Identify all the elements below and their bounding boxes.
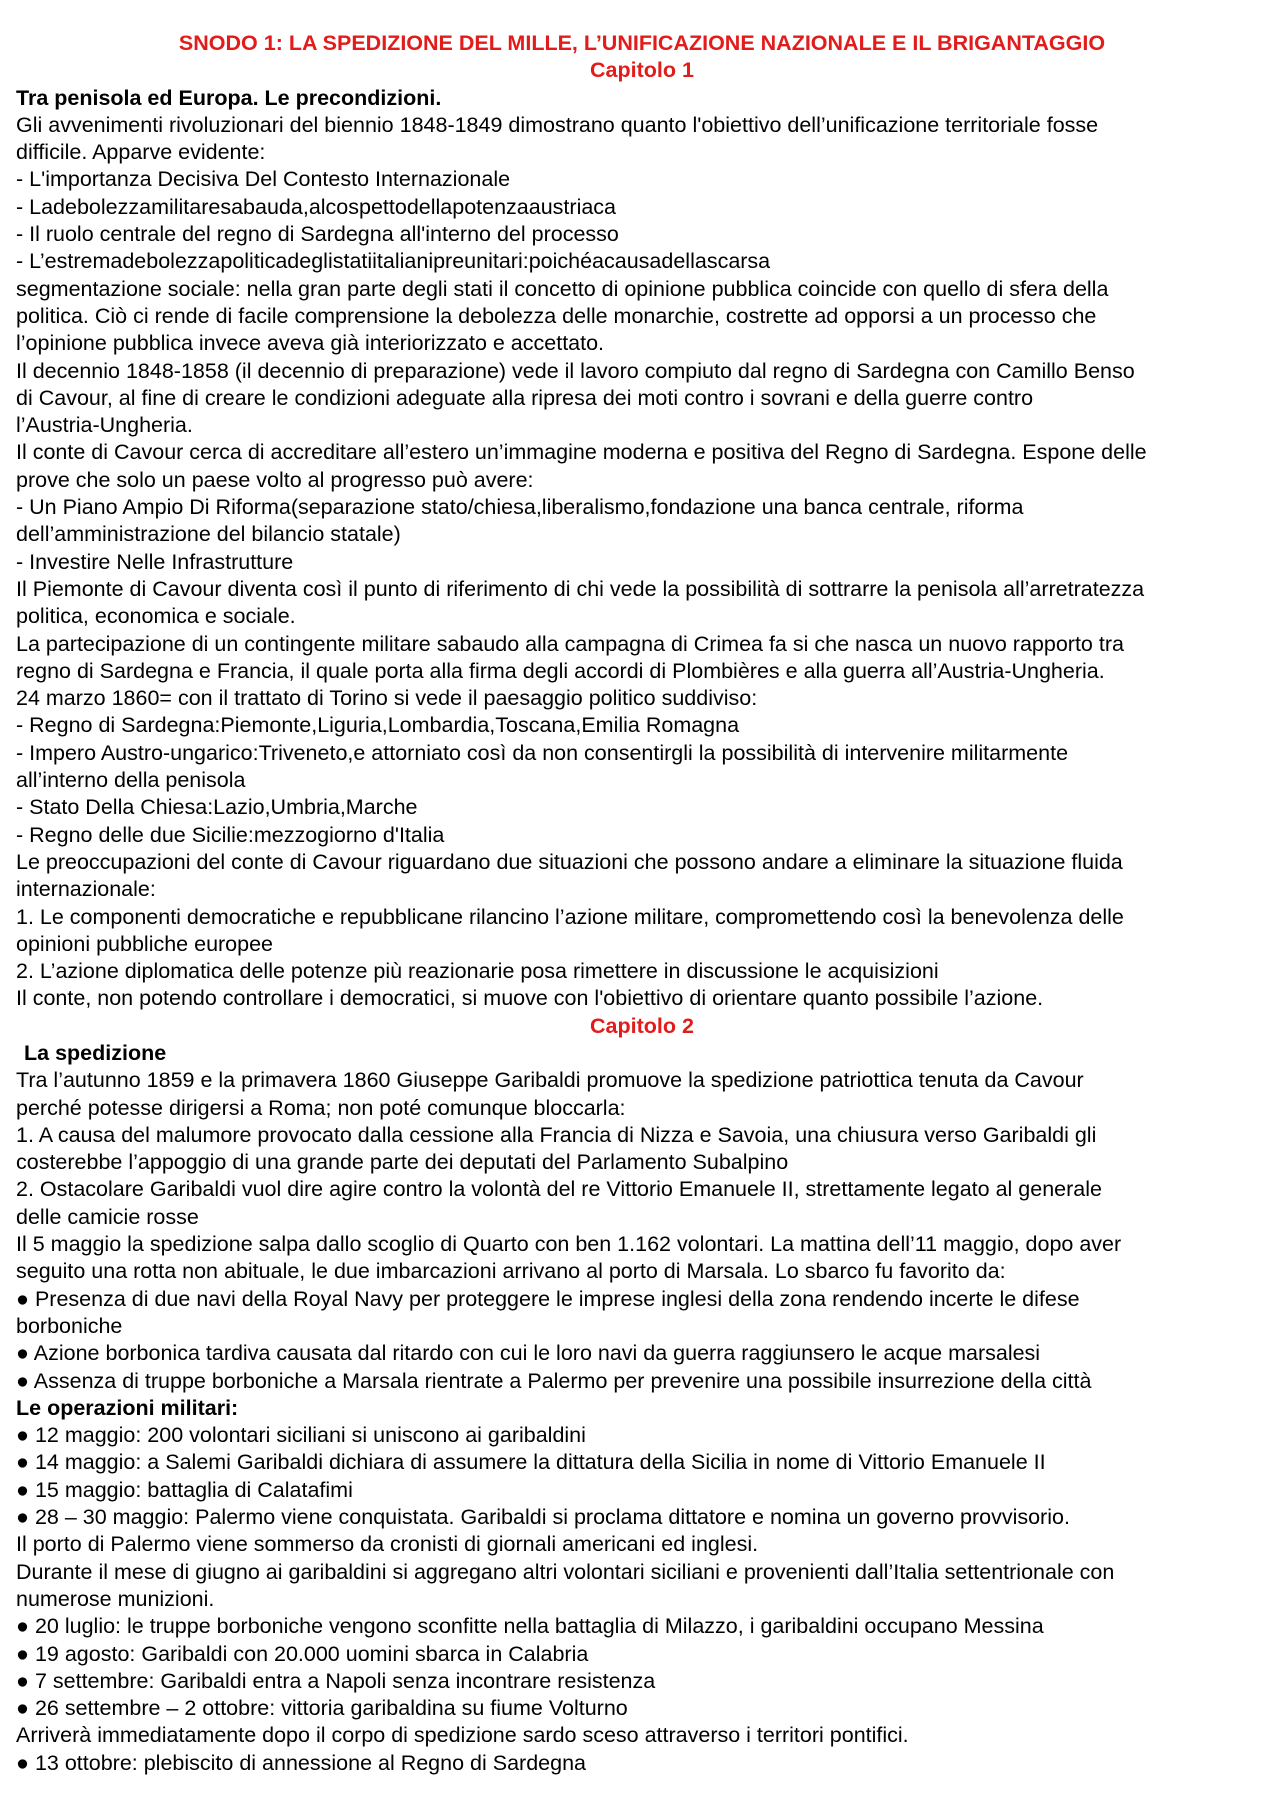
text-line: l’Austria-Ungheria. bbox=[16, 413, 193, 438]
section-heading-spedizione: La spedizione bbox=[24, 1040, 167, 1065]
list-item: - L'importanza Decisiva Del Contesto Internazionale bbox=[16, 167, 511, 192]
section-heading-operazioni: Le operazioni militari: bbox=[16, 1395, 239, 1420]
text-line: politica. Ciò ci rende di facile comprensione la debolezza delle monarchie, costrette ad opporsi a un processo che bbox=[16, 303, 1097, 328]
text-line: opinioni pubbliche europee bbox=[16, 931, 274, 956]
text-line: Il porto di Palermo viene sommerso da cronisti di giornali americani ed inglesi. bbox=[16, 1532, 759, 1557]
list-item: - L’estremadebolezzapoliticadeglistatiitalianipreunitari:poichéacausadellascarsa bbox=[16, 249, 771, 274]
section-heading-precondizioni: Tra penisola ed Europa. Le precondizioni. bbox=[16, 85, 442, 110]
text-line: l’opinione pubblica invece aveva già interiorizzato e accettato. bbox=[16, 331, 605, 356]
bullet-item: ● 12 maggio: 200 volontari siciliani si uniscono ai garibaldini bbox=[16, 1423, 586, 1448]
bullet-item: ● 28 – 30 maggio: Palermo viene conquistata. Garibaldi si proclama dittatore e nomina un governo provvisorio. bbox=[16, 1505, 1070, 1530]
text-line: Durante il mese di giugno ai garibaldini si aggregano altri volontari siciliani e provenienti dall’Italia settentrionale con bbox=[16, 1559, 1115, 1584]
bullet-item: ● Assenza di truppe borboniche a Marsala rientrate a Palermo per prevenire una possibile insurrezione della città bbox=[16, 1368, 1092, 1393]
list-item: - Ladebolezzamilitaresabauda,alcospettodellapotenzaaustriaca bbox=[16, 194, 617, 219]
text-line: perché potesse dirigersi a Roma; non poté comunque bloccarla: bbox=[16, 1095, 626, 1120]
bullet-item: ● 19 agosto: Garibaldi con 20.000 uomini sbarca in Calabria bbox=[16, 1641, 589, 1666]
list-item: - Stato Della Chiesa:Lazio,Umbria,Marche bbox=[16, 795, 418, 820]
text-line: Il conte di Cavour cerca di accreditare all’estero un’immagine moderna e positiva del Regno di Sardegna. Espone delle bbox=[16, 440, 1147, 465]
bullet-item: ● 26 settembre – 2 ottobre: vittoria garibaldina su fiume Volturno bbox=[16, 1696, 628, 1721]
text-line: Il Piemonte di Cavour diventa così il punto di riferimento di chi vede la possibilità di sottrarre la penisola all’arretratezza bbox=[16, 576, 1145, 601]
chapter-2-heading: Capitolo 2 bbox=[590, 1013, 694, 1038]
list-item: - Impero Austro-ungarico:Triveneto,e attorniato così da non consentirgli la possibilità di intervenire militarmente bbox=[16, 740, 1069, 765]
bullet-item: ● 13 ottobre: plebiscito di annessione al Regno di Sardegna bbox=[16, 1750, 586, 1775]
text-line: 24 marzo 1860= con il trattato di Torino si vede il paesaggio politico suddiviso: bbox=[16, 686, 758, 711]
bullet-item: ● 14 maggio: a Salemi Garibaldi dichiara di assumere la dittatura della Sicilia in nome di Vittorio Emanuele II bbox=[16, 1450, 1046, 1475]
text-line: La partecipazione di un contingente militare sabaudo alla campagna di Crimea fa si che nasca un nuovo rapporto tra bbox=[16, 631, 1124, 656]
text-line: Arriverà immediatamente dopo il corpo di spedizione sardo sceso attraverso i territori pontifici. bbox=[16, 1723, 909, 1748]
text-line: borboniche bbox=[16, 1313, 123, 1338]
text-line: di Cavour, al fine di creare le condizioni adeguate alla ripresa dei moti contro i sovrani e della guerre contro bbox=[16, 385, 1034, 410]
bullet-item: ● Presenza di due navi della Royal Navy per proteggere le imprese inglesi della zona rendendo incerte le difese bbox=[16, 1286, 1080, 1311]
list-item: 2. Ostacolare Garibaldi vuol dire agire contro la volontà del re Vittorio Emanuele II, strettamente legato al generale bbox=[16, 1177, 1102, 1202]
text-line: segmentazione sociale: nella gran parte degli stati il concetto di opinione pubblica coincide con quello di sfera della bbox=[16, 276, 1109, 301]
list-item: - Un Piano Ampio Di Riforma(separazione stato/chiesa,liberalismo,fondazione una banca centrale, riforma bbox=[16, 495, 1024, 520]
text-line: seguito una rotta non abituale, le due imbarcazioni arrivano al porto di Marsala. Lo sbarco fu favorito da: bbox=[16, 1259, 1006, 1284]
chapter-1-heading: Capitolo 1 bbox=[590, 58, 694, 83]
text-line: numerose munizioni. bbox=[16, 1586, 215, 1611]
list-item: 1. Le componenti democratiche e repubblicane rilancino l’azione militare, compromettendo così la benevolenza delle bbox=[16, 904, 1124, 929]
list-item: 1. A causa del malumore provocato dalla cessione alla Francia di Nizza e Savoia, una chiusura verso Garibaldi gli bbox=[16, 1122, 1097, 1147]
bullet-item: ● 7 settembre: Garibaldi entra a Napoli senza incontrare resistenza bbox=[16, 1668, 656, 1693]
document-title: SNODO 1: LA SPEDIZIONE DEL MILLE, L’UNIFICAZIONE NAZIONALE E IL BRIGANTAGGIO bbox=[178, 31, 1106, 55]
text-line: difficile. Apparve evidente: bbox=[16, 140, 266, 165]
list-item: - Il ruolo centrale del regno di Sardegna all'interno del processo bbox=[16, 222, 619, 247]
text-line: politica, economica e sociale. bbox=[16, 604, 296, 629]
text-line: delle camicie rosse bbox=[16, 1204, 199, 1229]
list-item: - Regno delle due Sicilie:mezzogiorno d'Italia bbox=[16, 822, 445, 847]
text-line: Il conte, non potendo controllare i democratici, si muove con l'obiettivo di orientare quanto possibile l’azione. bbox=[16, 986, 1044, 1011]
text-line: Gli avvenimenti rivoluzionari del biennio 1848-1849 dimostrano quanto l'obiettivo dell’unificazione territoriale fosse bbox=[16, 112, 1099, 137]
list-item: - Regno di Sardegna:Piemonte,Liguria,Lombardia,Toscana,Emilia Romagna bbox=[16, 713, 740, 738]
bullet-item: ● 15 maggio: battaglia di Calatafimi bbox=[16, 1477, 353, 1502]
text-line: regno di Sardegna e Francia, il quale porta alla firma degli accordi di Plombières e alla guerra all’Austria-Ungheria. bbox=[16, 658, 1105, 683]
text-line: Il decennio 1848-1858 (il decennio di preparazione) vede il lavoro compiuto dal regno di Sardegna con Camillo Benso bbox=[16, 358, 1135, 383]
text-line: costerebbe l’appoggio di una grande parte dei deputati del Parlamento Subalpino bbox=[16, 1150, 789, 1175]
bullet-item: ● Azione borbonica tardiva causata dal ritardo con cui le loro navi da guerra raggiunsero le acque marsalesi bbox=[16, 1341, 1041, 1366]
text-line: Tra l’autunno 1859 e la primavera 1860 Giuseppe Garibaldi promuove la spedizione patriottica tenuta da Cavour bbox=[16, 1068, 1084, 1093]
text-line: all’interno della penisola bbox=[16, 768, 246, 793]
list-item: - Investire Nelle Infrastrutture bbox=[16, 549, 294, 574]
text-line: Le preoccupazioni del conte di Cavour riguardano due situazioni che possono andare a eliminare la situazione fluida bbox=[16, 849, 1123, 874]
text-line: internazionale: bbox=[16, 877, 156, 902]
text-line: dell’amministrazione del bilancio statale) bbox=[16, 522, 401, 547]
text-line: prove che solo un paese volto al progresso può avere: bbox=[16, 467, 534, 492]
text-line: Il 5 maggio la spedizione salpa dallo scoglio di Quarto con ben 1.162 volontari. La mattina dell’11 maggio, dopo aver bbox=[16, 1232, 1122, 1257]
bullet-item: ● 20 luglio: le truppe borboniche vengono sconfitte nella battaglia di Milazzo, i garibaldini occupano Messina bbox=[16, 1614, 1044, 1639]
list-item: 2. L’azione diplomatica delle potenze più reazionarie posa rimettere in discussione le acquisizioni bbox=[16, 959, 939, 984]
